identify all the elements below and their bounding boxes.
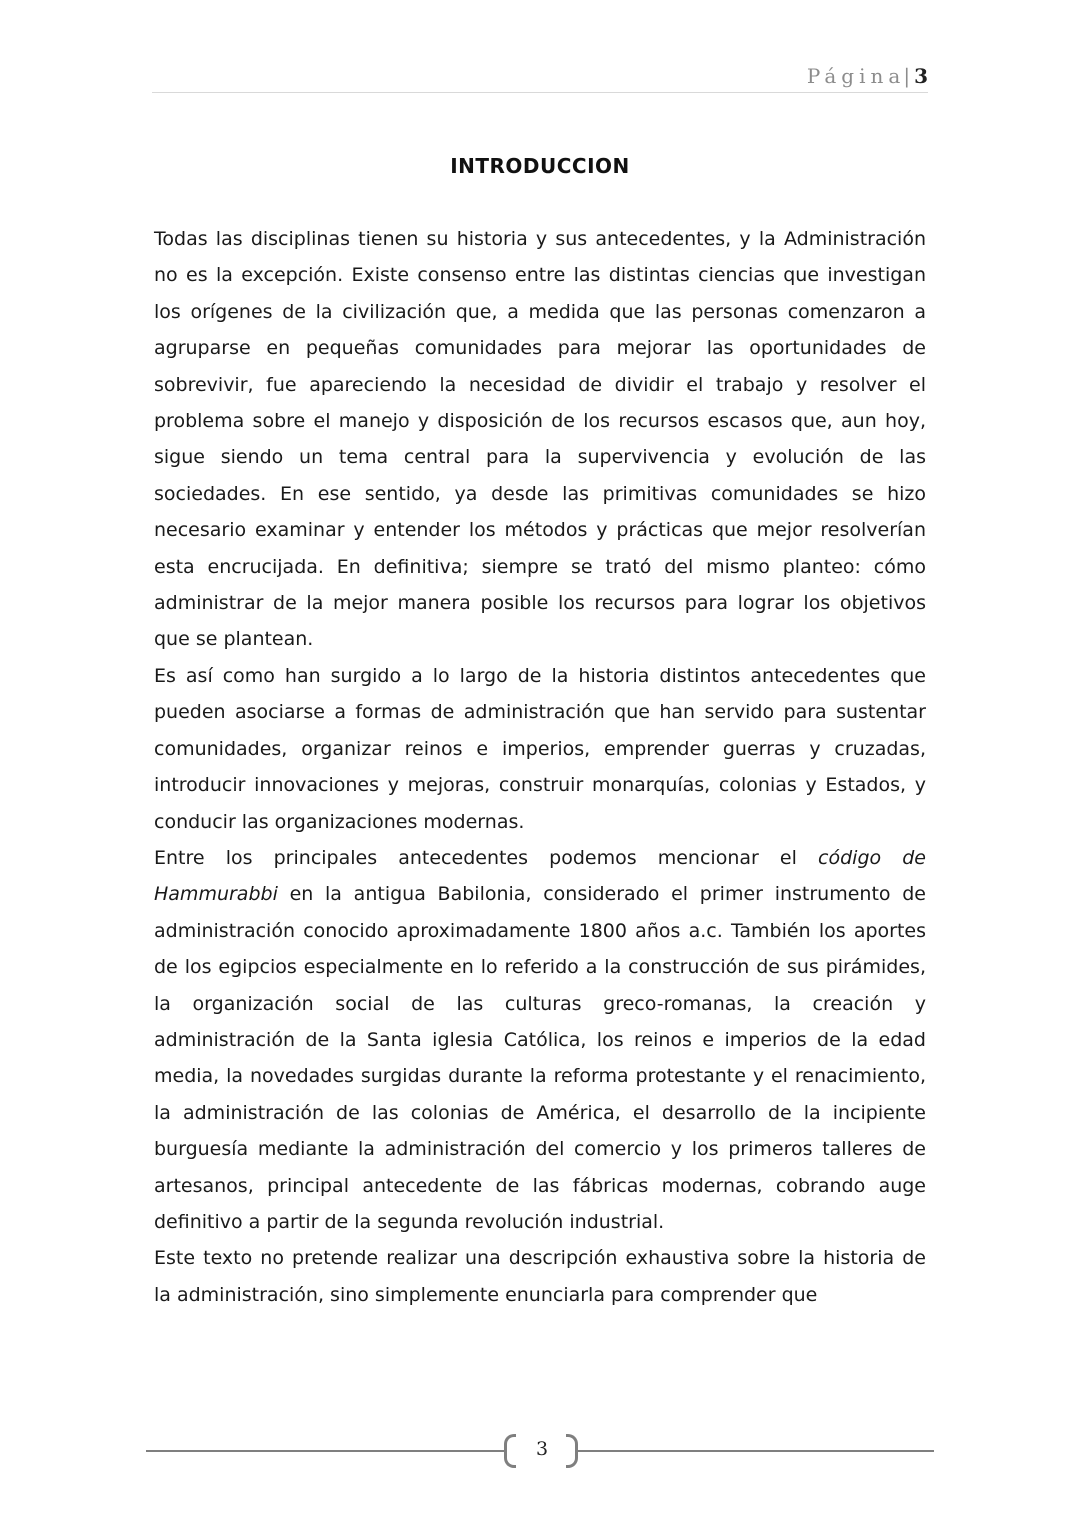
header-page-label — [807, 64, 928, 88]
footer-page-number: 3 — [535, 1438, 549, 1460]
footer-bracket-left — [504, 1434, 516, 1468]
paragraph-1: Todas las disciplinas tienen su historia y sus antecedentes, y la Administración no es la excepción. Existe consenso entre las distintas ciencias que investigan los orígenes de la civilización que, a medida que las personas comenzaron a agruparse en pequeñas comunidades para mejorar las oportunidades de sobrevivir, fue apareciendo la necesidad de dividir el trabajo y resolver el problema sobre el manejo y disposición de los recursos escasos que, aun hoy, sigue siendo un tema central para la supervivencia y evolución de las sociedades. En ese sentido, ya desde las primitivas comunidades se hizo necesario examinar y entender los métodos y prácticas que mejor resolverían esta encrucijada. En definitiva; siempre se trató del mismo planteo: cómo administrar de la mejor manera posible los recursos para lograr los objetivos que se plantean. — [154, 228, 926, 651]
page-footer — [146, 1430, 934, 1474]
paragraph-3-intro: Entre los principales antecedentes podemos mencionar el — [154, 846, 797, 869]
footer-rule-right — [578, 1450, 934, 1452]
paragraph-3-italic: código de Hammurabbi — [154, 846, 926, 906]
section-title: INTRODUCCION — [450, 154, 630, 178]
page-header — [152, 62, 928, 93]
header-page-number: 3 — [914, 64, 928, 88]
paragraph-3-rest: en la antigua Babilonia, considerado el primer instrumento de administración conocido aproximadamente 1800 años a.c. También los aportes de los egipcios especialmente en lo referido a la construcción de sus pirámides, la organización social de las culturas greco-romanas, la creación y administración de la Santa iglesia Católica, los reinos e imperios de la edad media, la novedades surgidas durante la reforma protestante y el renacimiento, la administración de las colonias de América, el desarrollo de la incipiente burguesía mediante la administración del comercio y los primeros talleres de artesanos, principal antecedente de las fábricas modernas, cobrando auge definitivo a partir de la segunda revolución industrial. — [154, 883, 926, 1233]
header-separator: | — [903, 64, 911, 88]
paragraph-3 — [154, 840, 926, 1240]
footer-rule-left — [146, 1450, 506, 1452]
header-page-word: Página — [806, 64, 906, 88]
footer-bracket-right — [566, 1434, 578, 1468]
paragraph-4: Este texto no pretende realizar una descripción exhaustiva sobre la historia de la administración, sino simplemente enunciarla para comprender que — [154, 1247, 926, 1306]
paragraph-2: Es así como han surgido a lo largo de la historia distintos antecedentes que pueden asociarse a formas de administración que han servido para sustentar comunidades, organizar reinos e imperios, emprender guerras y cruzadas, introducir innovaciones y mejoras, construir monarquías, colonias y Estados, y conducir las organizaciones modernas. — [154, 664, 926, 833]
document-body — [154, 221, 926, 1313]
